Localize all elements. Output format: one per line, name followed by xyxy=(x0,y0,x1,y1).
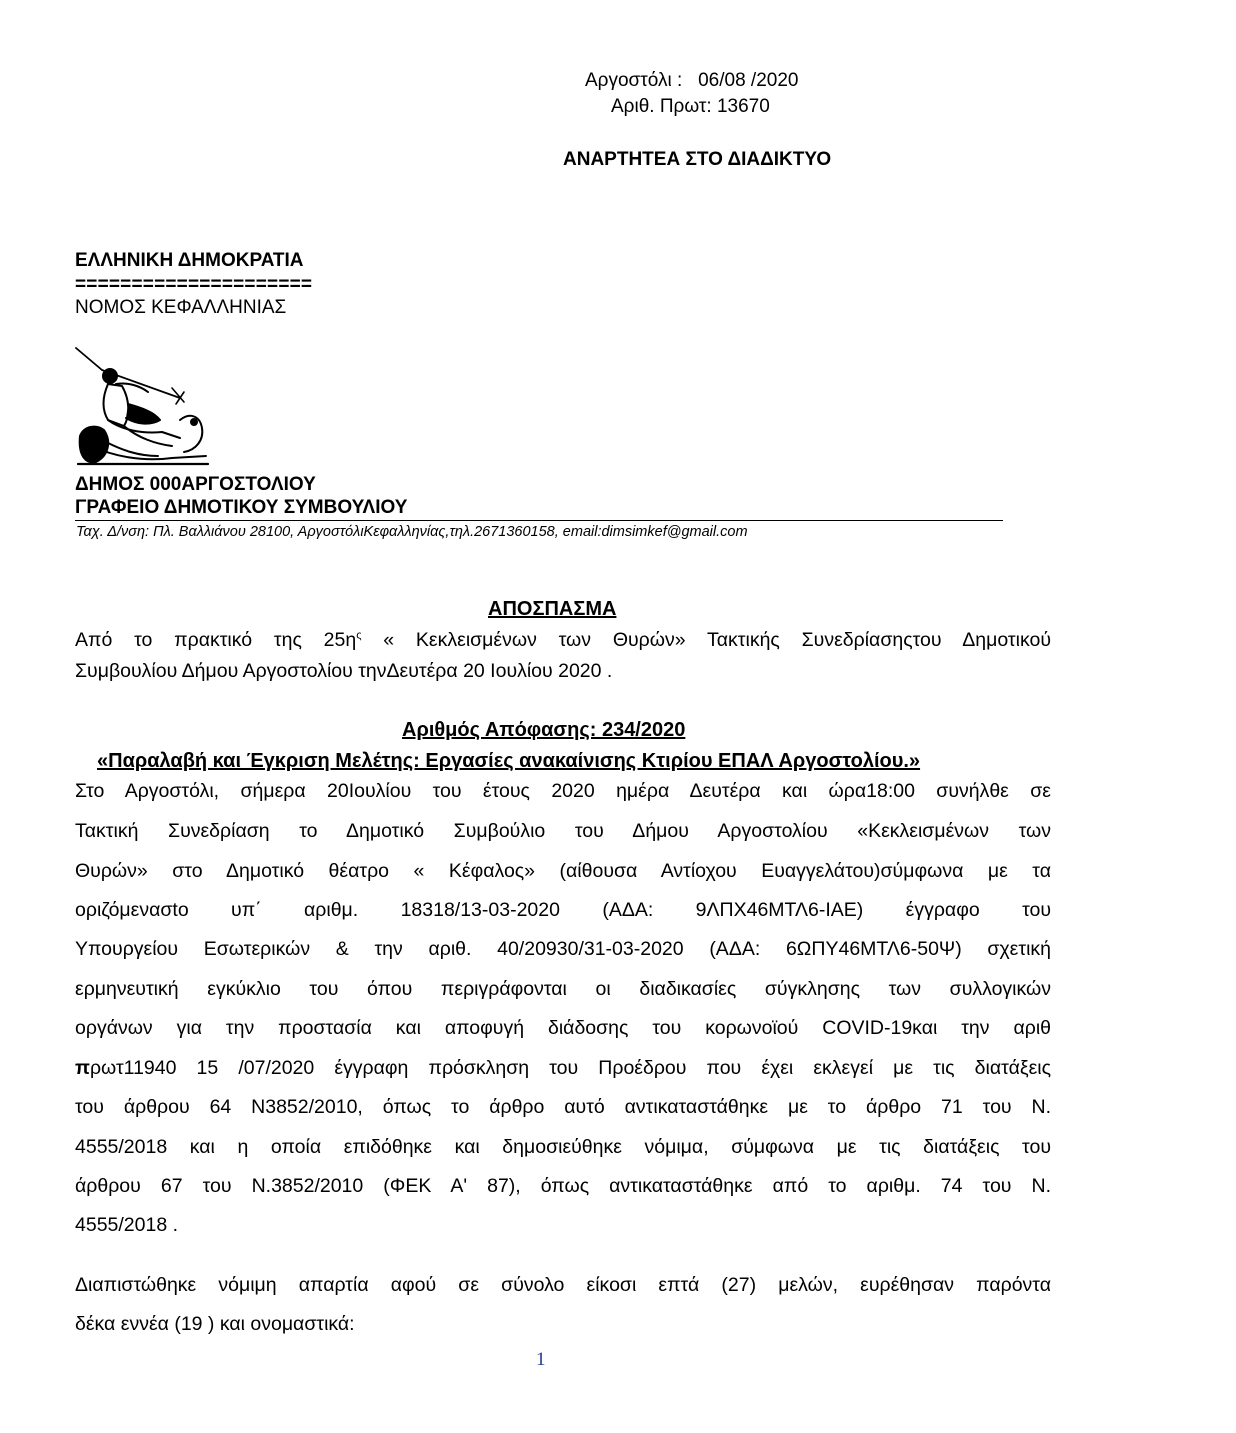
country-name: ΕΛΛΗΝΙΚΗ ΔΗΜΟΚΡΑΤΙΑ xyxy=(75,250,304,271)
body-line: άρθρου 67 του Ν.3852/2010 (ΦΕΚ Α' 87), όπως αντικαταστάθηκε από το αριθμ. 74 του Ν. xyxy=(75,1175,1051,1197)
municipality-name: ΔΗΜΟΣ 000ΑΡΓΟΣΤΟΛΙΟΥ xyxy=(75,474,316,495)
body-line: 4555/2018 . xyxy=(75,1214,179,1236)
body-line: οργάνων για την προστασία και αποφυγή διάδοσης του κορωνοϊού COVID-19και την αριθ xyxy=(75,1017,1051,1039)
page-number: 1 xyxy=(536,1349,546,1370)
body-line: οριζόμενασto υπ΄ αριθμ. 18318/13-03-2020 (ΑΔΑ: 9ΛΠΧ46ΜΤΛ6-ΙΑΕ) έγγραφο του xyxy=(75,899,1051,921)
extract-line-1: Από το πρακτικό της $25\eta^\varsigma$ « Κεκλεισμένων των Θυρών» Τακτικής Συνεδρίασηςτου Δημοτικού xyxy=(75,629,1051,651)
body-line: Υπουργείου Εσωτερικών & την αριθ. 40/20930/31-03-2020 (ΑΔΑ: 6ΩΠΥ46ΜΤΛ6-50Ψ) σχετική xyxy=(75,938,1051,960)
office-name: ΓΡΑΦΕΙΟ ΔΗΜΟΤΙΚΟΥ ΣΥΜΒΟΥΛΙΟΥ xyxy=(75,497,408,518)
extract-title: ΑΠΟΣΠΑΣΜΑ xyxy=(488,598,617,620)
body-line: πρωτ11940 15 /07/2020 έγγραφη πρόσκληση του Προέδρου που έχει εκλεγεί με τις διατάξεις xyxy=(75,1057,1051,1079)
header-divider xyxy=(75,520,1003,521)
extract-line-2: Συμβουλίου Δήμου Αργοστολίου τηνΔευτέρα 20 Ιουλίου 2020 . xyxy=(75,660,613,682)
protocol-number: Αριθ. Πρωτ: 13670 xyxy=(611,96,770,117)
decision-number: Αριθμός Απόφασης: 234/2020 xyxy=(402,719,686,741)
body-line: του άρθρου 64 Ν3852/2010, όπως το άρθρο αυτό αντικαταστάθηκε με το άρθρο 71 του Ν. xyxy=(75,1096,1051,1118)
body-line: Θυρών» στο Δημοτικό θέατρο « Κέφαλος» (αίθουσα Αντίοχου Ευαγγελάτου)σύμφωνα με τα xyxy=(75,860,1051,882)
body-line: ερμηνευτική εγκύκλιο του όπου περιγράφονται οι διαδικασίες σύγκλησης των συλλογικών xyxy=(75,978,1051,1000)
body-line: Τακτική Συνεδρίαση το Δημοτικό Συμβούλιο του Δήμου Αργοστολίου «Κεκλεισμένων των xyxy=(75,820,1051,842)
quorum-line-1: Διαπιστώθηκε νόμιμη απαρτία αφού σε σύνολο είκοσι επτά (27) μελών, ευρέθησαν παρόντα xyxy=(75,1274,1051,1296)
body-line: 4555/2018 και η οποία επιδόθηκε και δημοσιεύθηκε νόμιμα, σύμφωνα με τις διατάξεις του xyxy=(75,1136,1051,1158)
decision-subject: «Παραλαβή και Έγκριση Μελέτης: Εργασίες ανακαίνισης Κτιρίου ΕΠΑΛ Αργοστολίου.» xyxy=(97,750,921,772)
body-line: Στο Αργοστόλι, σήμερα 20Ιουλίου του έτους 2020 ημέρα Δευτέρα και ώρα18:00 συνήλθε σε xyxy=(75,780,1051,802)
prefecture-name: ΝΟΜΟΣ ΚΕΦΑΛΛΗΝΙΑΣ xyxy=(75,297,287,318)
place-date: Αργοστόλι : 06/08 /2020 xyxy=(585,70,799,91)
municipal-emblem-statue xyxy=(72,346,214,468)
publish-notice: ΑΝΑΡΤΗΤΕΑ ΣΤΟ ΔΙΑΔΙΚΤΥΟ xyxy=(563,149,832,170)
quorum-line-2: δέκα εννέα (19 ) και ονομαστικά: xyxy=(75,1313,355,1335)
separator-line: ===================== xyxy=(75,274,313,295)
contact-info: Ταχ. Δ/νση: Πλ. Βαλλιάνου 28100, ΑργοστόλιΚεφαλληνίας,τηλ.2671360158, email:dimsimkef@gmail.com xyxy=(76,524,748,540)
